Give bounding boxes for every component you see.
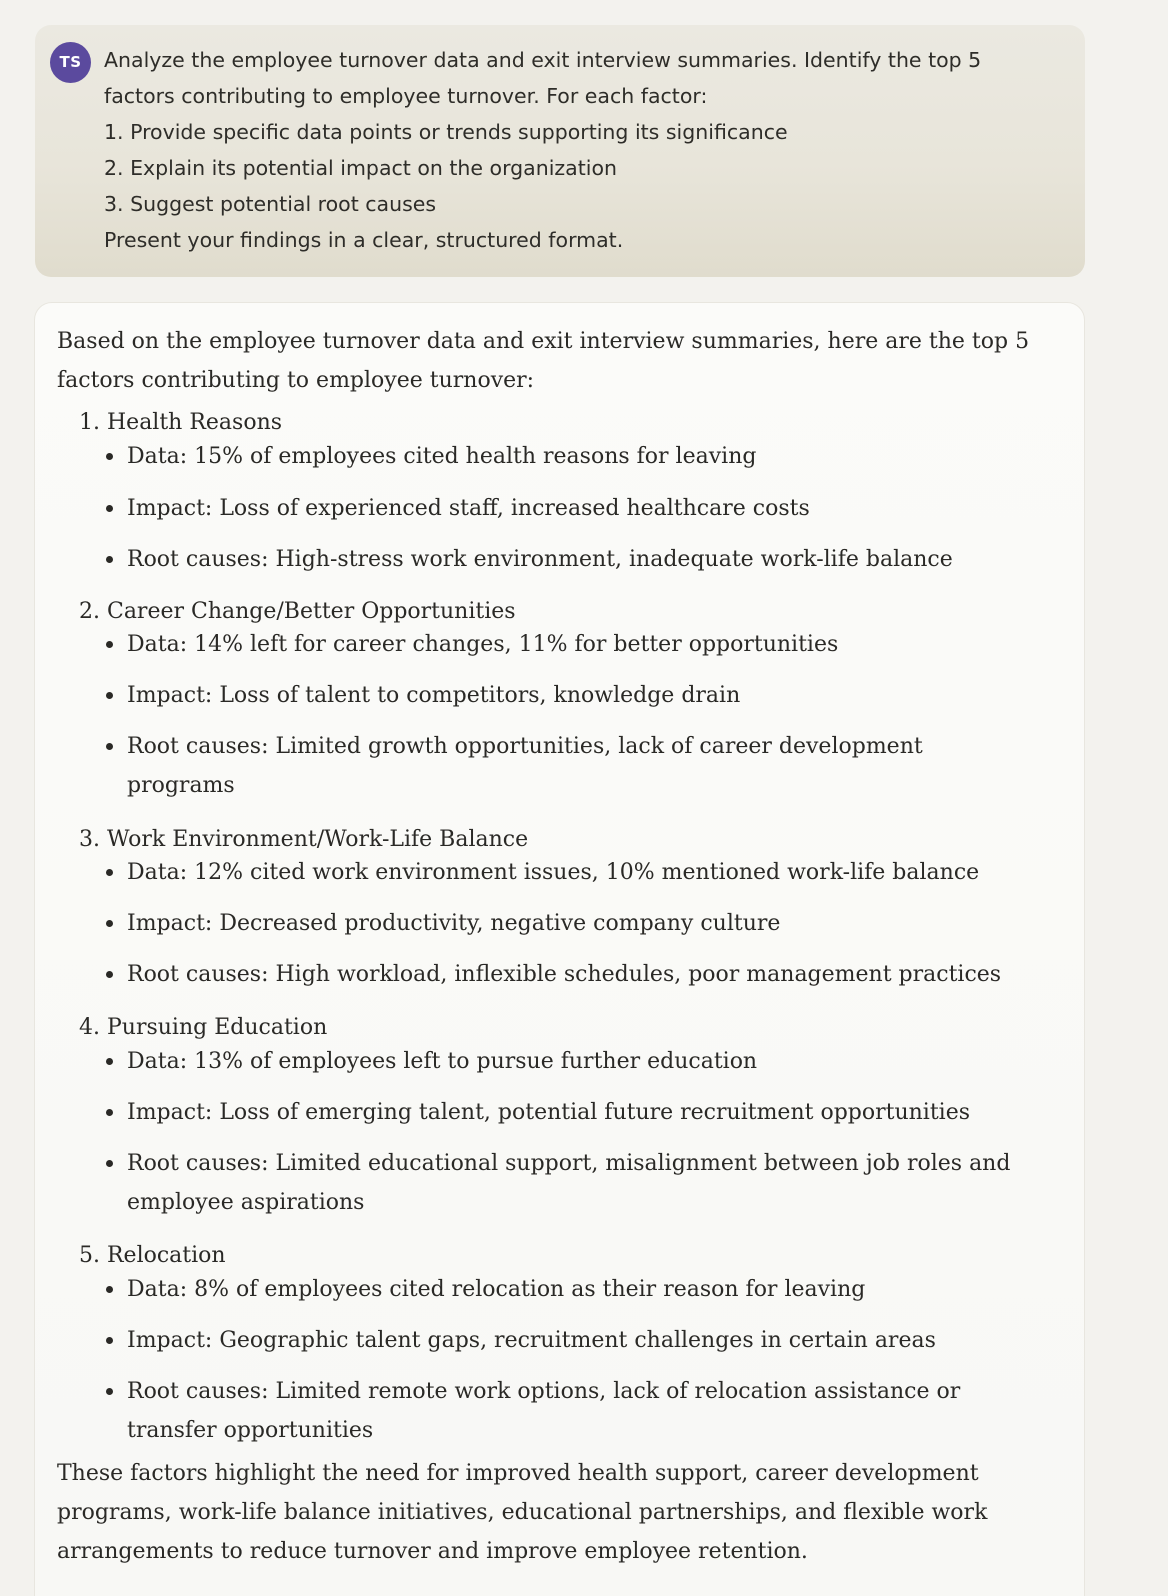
user-message-line: Analyze the employee turnover data and exit interview summaries. Identify the top 5 xyxy=(104,48,982,72)
factor-bullet: Root causes: High workload, inflexible schedules, poor management practices xyxy=(127,955,1027,994)
user-message-line: 2. Explain its potential impact on the organization xyxy=(104,156,618,180)
factor-bullet: Root causes: Limited educational support, misalignment between job roles and employee aspirations xyxy=(127,1144,1027,1222)
factor-bullet: Data: 15% of employees cited health reasons for leaving xyxy=(127,437,1027,476)
factor-title: 5. Relocation xyxy=(79,1243,226,1268)
user-message-line: 1. Provide specific data points or trends supporting its significance xyxy=(104,120,788,144)
assistant-message xyxy=(34,302,1085,1596)
factor-bullet: Root causes: High-stress work environment, inadequate work-life balance xyxy=(127,540,1027,579)
response-conclusion: These factors highlight the need for improved health support, career development programs, work-life balance initiatives, educational partnerships, and flexible work arrangements to reduce turnover and improve employee retention. xyxy=(57,1461,988,1564)
user-message-text xyxy=(104,42,1064,258)
factor-bullet: Impact: Loss of talent to competitors, knowledge drain xyxy=(127,676,1027,715)
factor-bullet: Root causes: Limited growth opportunities, lack of career development programs xyxy=(127,727,1027,805)
factor-bullet: Impact: Loss of emerging talent, potential future recruitment opportunities xyxy=(127,1093,1027,1132)
factor-bullet: Data: 13% of employees left to pursue further education xyxy=(127,1042,1027,1081)
factor-title: 2. Career Change/Better Opportunities xyxy=(79,599,516,624)
user-message xyxy=(35,25,1085,277)
user-message-line: factors contributing to employee turnover. For each factor: xyxy=(104,84,708,108)
factor-bullet: Impact: Geographic talent gaps, recruitment challenges in certain areas xyxy=(127,1321,1027,1360)
user-message-line: Present your findings in a clear, structured format. xyxy=(104,228,624,252)
user-avatar[interactable]: TS xyxy=(50,42,91,83)
factor-title: 1. Health Reasons xyxy=(79,410,283,435)
factor-title: 4. Pursuing Education xyxy=(79,1015,328,1040)
factor-bullet: Data: 8% of employees cited relocation as their reason for leaving xyxy=(127,1270,1027,1309)
factor-bullet: Root causes: Limited remote work options, lack of relocation assistance or transfer opportunities xyxy=(127,1372,1027,1450)
factor-title: 3. Work Environment/Work-Life Balance xyxy=(79,827,529,852)
factor-bullet: Data: 12% cited work environment issues, 10% mentioned work-life balance xyxy=(127,853,1027,892)
factor-bullet: Impact: Decreased productivity, negative company culture xyxy=(127,904,1027,943)
factor-bullet: Impact: Loss of experienced staff, increased healthcare costs xyxy=(127,489,1027,528)
response-intro: Based on the employee turnover data and exit interview summaries, here are the top 5 factors contributing to employee turnover: xyxy=(57,329,1030,393)
user-message-line: 3. Suggest potential root causes xyxy=(104,192,437,216)
factor-bullet: Data: 14% left for career changes, 11% for better opportunities xyxy=(127,625,1027,664)
